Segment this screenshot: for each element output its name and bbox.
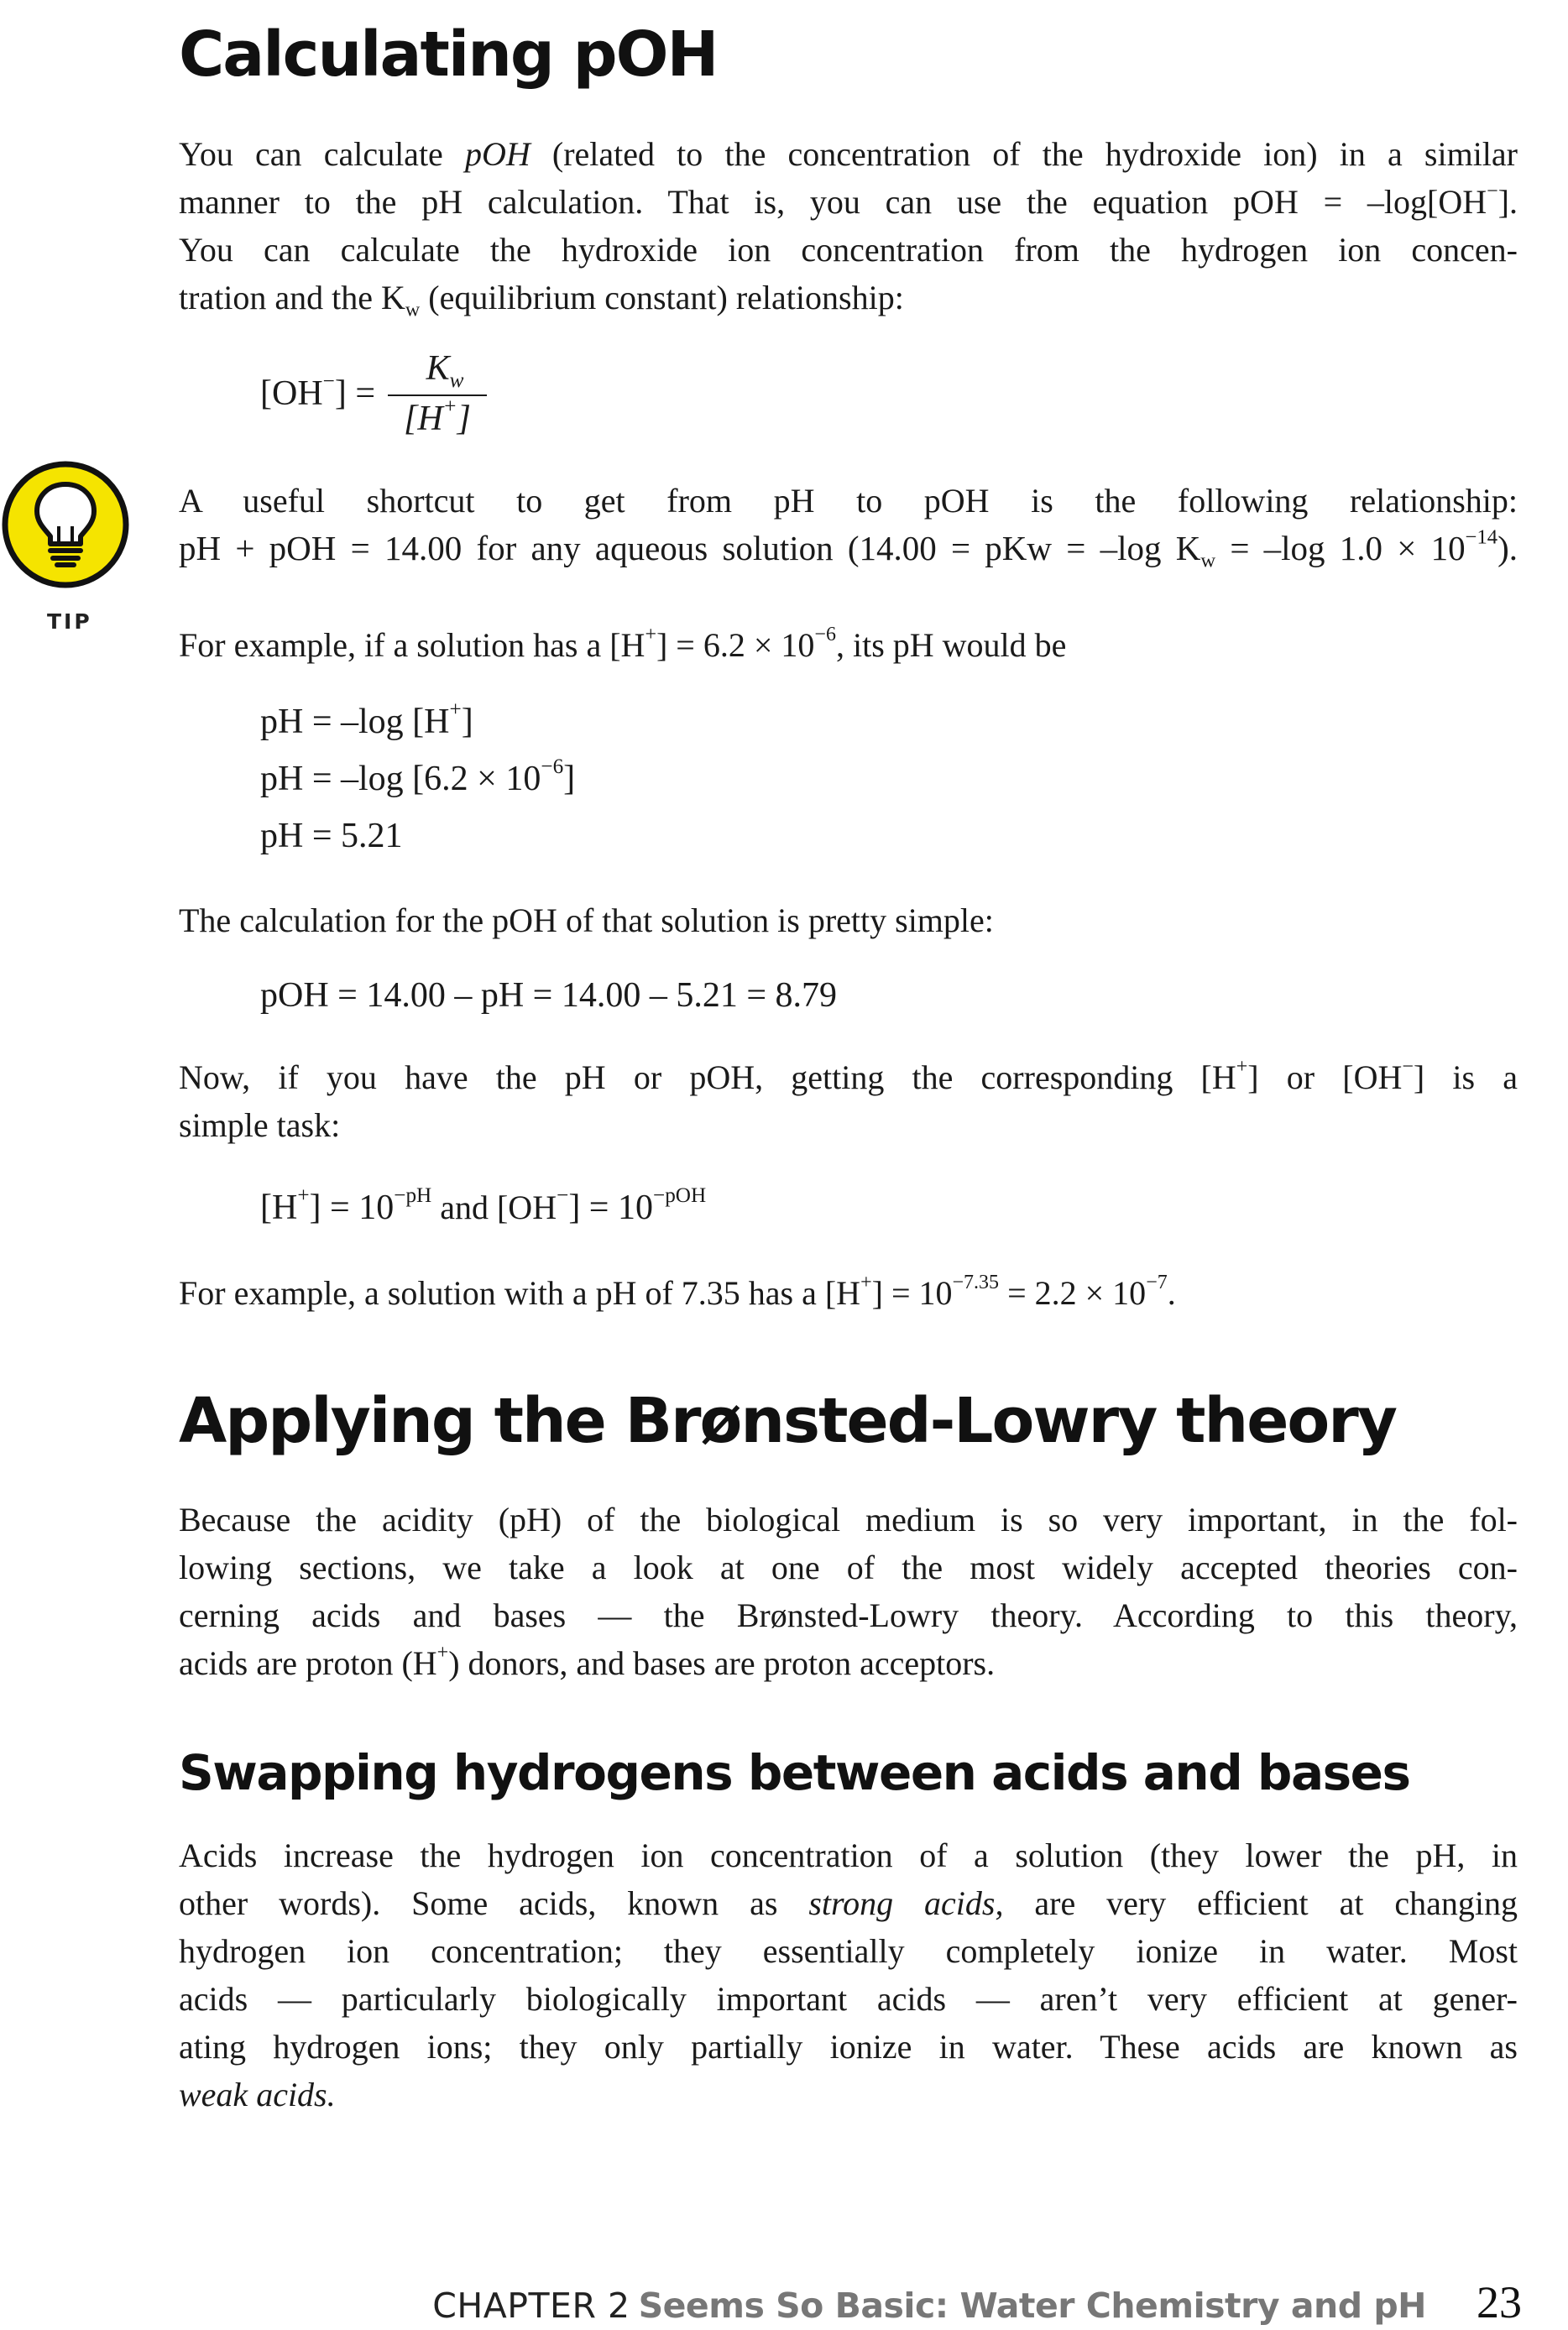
tip-line-1: A useful shortcut to get from pH to pOH is the following relationship: — [179, 482, 1518, 520]
bronsted-lowry-paragraph — [179, 1496, 1518, 1687]
concentration-equation-line: $[H^+] = 10^{-pH}$ and $[OH^-] = 10^{-pOH}$ — [260, 1183, 707, 1227]
now-line-2: simple task: — [179, 1106, 341, 1144]
intro-line-3: You can calculate the hydroxide ion concentration from the hydrogen ion concen- — [179, 231, 1518, 269]
bl-line-2: lowing sections, we take a look at one of the most widely accepted theories con- — [179, 1549, 1518, 1586]
section-heading-calculating-poh: Calculating pOH — [179, 18, 718, 91]
ph-step-3: pH = 5.21 — [260, 817, 403, 855]
swapping-hydrogens-paragraph — [179, 1831, 1518, 2118]
concentration-equation — [260, 1179, 706, 1236]
example-ph-line: For example, if a solution has a $[H^+] = 6.2 \times 10^{-6}$, its pH would be — [179, 623, 1067, 664]
ph-step-1: pH = –log [H+] — [260, 697, 473, 741]
poh-intro-paragraph — [179, 896, 1518, 944]
footer-chapter: CHAPTER 2 — [432, 2286, 630, 2326]
sh-line-6: weak acids. — [179, 2076, 336, 2113]
example-ph-intro — [179, 621, 1518, 669]
poh-equation-line: pOH = 14.00 – pH = 14.00 – 5.21 = 8.79 — [260, 976, 838, 1015]
intro-line-2: manner to the pH calculation. That is, you can use the equation pOH = –log[OH−]. — [179, 180, 1518, 221]
example-735-line: For example, a solution with a pH of 7.35 has a $[H^+] = 10^{-7.35} = 2.2 \times 10^{-7}$. — [179, 1271, 1176, 1312]
sh-line-5: ating hydrogen ions; they only partially ionize in water. These acids are known as — [179, 2028, 1518, 2066]
intro-paragraph — [179, 130, 1518, 321]
poh-equation — [260, 967, 837, 1024]
now-paragraph — [179, 1053, 1518, 1149]
tip-paragraph — [179, 477, 1518, 572]
section-heading-swapping-hydrogens: Swapping hydrogens between acids and bases — [179, 1744, 1410, 1801]
lightbulb-icon — [0, 459, 131, 590]
ph-step-2: pH = –log $[6.2 \times 10^{-6}]$ — [260, 755, 576, 798]
page-number: 23 — [1477, 2277, 1522, 2327]
fraction-numerator: $K_w$ — [426, 349, 464, 392]
poh-intro-line: The calculation for the pOH of that solution is pretty simple: — [179, 901, 994, 939]
tip-line-2: pH + pOH = 14.00 for any aqueous solution (14.00 = pKw = –log $K_w = -\log$ $1.0 \times 10^{-14}$). — [179, 525, 1518, 572]
intro-line-1: You can calculate pOH (related to the concentration of the hydroxide ion) in a similar — [179, 135, 1518, 173]
footer-chapter-title: Seems So Basic: Water Chemistry and pH — [638, 2286, 1426, 2326]
fraction-denominator: [H+] — [403, 394, 472, 438]
sh-line-1: Acids increase the hydrogen ion concentration of a solution (they lower the pH, in — [179, 1836, 1518, 1874]
section-heading-bronsted-lowry: Applying the Brønsted-Lowry theory — [179, 1385, 1396, 1457]
ph-calculation-steps — [260, 693, 575, 865]
now-line-1: Now, if you have the pH or pOH, getting the corresponding [H+] or [OH−] is a — [179, 1055, 1518, 1096]
bl-line-1: Because the acidity (pH) of the biological medium is so very important, in the fol- — [179, 1501, 1518, 1539]
sh-line-3: hydrogen ion concentration; they essentially completely ionize in water. Most — [179, 1932, 1518, 1970]
page-footer — [432, 2276, 1522, 2328]
sh-line-2: other words). Some acids, known as strong acids, are very efficient at changing — [179, 1884, 1518, 1922]
bl-line-3: cerning acids and bases — the Brønsted-Lowry theory. According to this theory, — [179, 1596, 1518, 1634]
tip-label: TIP — [47, 609, 92, 634]
example-ph-735 — [179, 1269, 1518, 1317]
fraction-lhs: [OH−] = — [260, 369, 376, 413]
bl-line-4: acids are proton (H+) donors, and bases are proton acceptors. — [179, 1641, 996, 1682]
fraction-bar — [388, 394, 487, 396]
sh-line-4: acids — particularly biologically important acids — aren’t very efficient at gener- — [179, 1980, 1518, 2018]
intro-line-4: tration and the $K_w$ (equilibrium constant) relationship: — [179, 279, 904, 321]
